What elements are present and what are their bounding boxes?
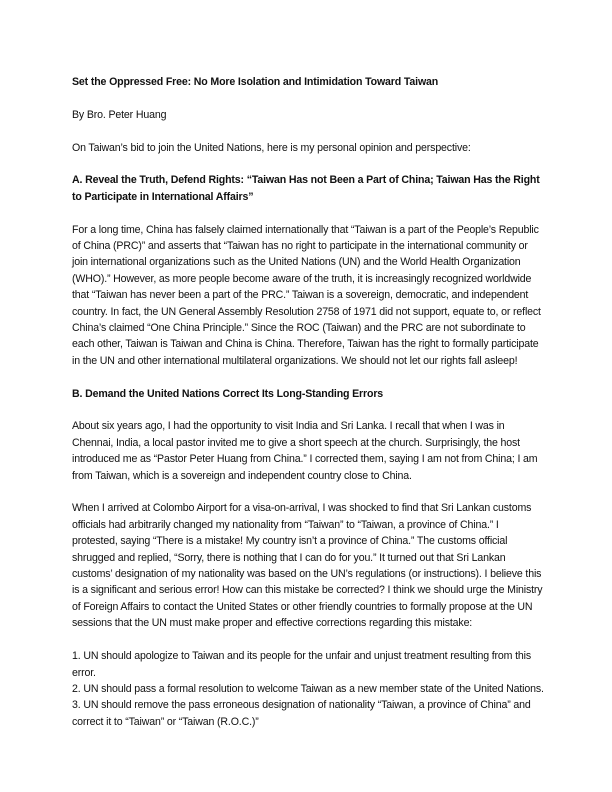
intro-paragraph: On Taiwan’s bid to join the United Nations, here is my personal opinion and perspective: <box>72 141 471 154</box>
section-a-heading: A. Reveal the Truth, Defend Rights: “Taiwan Has not Been a Part of China; Taiwan Has the Right to Participate in International Affairs” <box>72 174 540 203</box>
list-item: 3. UN should remove the pass erroneous designation of nationality “Taiwan, a province of China” and correct it to “Taiwan” or “Taiwan (R.O.C.)” <box>72 699 531 728</box>
section-b-heading: B. Demand the United Nations Correct Its Long-Standing Errors <box>72 387 384 400</box>
section-a-paragraph: For a long time, China has falsely claimed internationally that “Taiwan is a part of the People’s Republic of China (PRC)” and asserts that “Taiwan has no right to participate in the international community or join international organizations such as the United Nations (UN) and the World Health Organization (WHO).” However, as more people become aware of the truth, it is increasingly recognized worldwide that “Taiwan has never been a part of the PRC.” Taiwan is a sovereign, democratic, and independent country. In fact, the UN General Assembly Resolution 2758 of 1971 did not support, equate to, or reflect China’s claimed “One China Principle.” Since the ROC (Taiwan) and the PRC are not subordinate to each other, Taiwan is Taiwan and China is China. Therefore, Taiwan has the right to formally participate in the UN and other international multilateral organizations. We should not let our rights fall asleep! <box>72 223 541 367</box>
section-b-paragraph-1: About six years ago, I had the opportunity to visit India and Sri Lanka. I recall that when I was in Chennai, India, a local pastor invited me to give a short speech at the church. Surprisingly, the host introduced me as “Pastor Peter Huang from China.” I corrected them, saying I am not from China; I am from Taiwan, which is a sovereign and independent country close to China. <box>72 420 538 482</box>
byline: By Bro. Peter Huang <box>72 108 167 121</box>
section-b-paragraph-2: When I arrived at Colombo Airport for a visa-on-arrival, I was shocked to find that Sri Lankan customs officials had arbitrarily changed my nationality from “Taiwan” to “Taiwan, a province of China.” I protested, saying “There is a mistake! My country isn’t a province of China.” The customs official shrugged and replied, “Sorry, there is nothing that I can do for you.” It turned out that Sri Lankan customs’ designation of my nationality was based on the UN’s regulations (or instructions). I believe this is a significant and serious error! How can this mistake be corrected? I think we should urge the Ministry of Foreign Affairs to contact the United States or other friendly countries to formally propose at the UN sessions that the UN must make proper and effective corrections regarding this mistake: <box>72 502 543 630</box>
list-item: 2. UN should pass a formal resolution to welcome Taiwan as a new member state of the United Nations. <box>72 682 544 695</box>
demands-list <box>72 648 546 730</box>
document-title: Set the Oppressed Free: No More Isolation and Intimidation Toward Taiwan <box>72 76 439 88</box>
document-page <box>72 74 546 730</box>
list-item: 1. UN should apologize to Taiwan and its people for the unfair and unjust treatment resulting from this error. <box>72 650 531 679</box>
